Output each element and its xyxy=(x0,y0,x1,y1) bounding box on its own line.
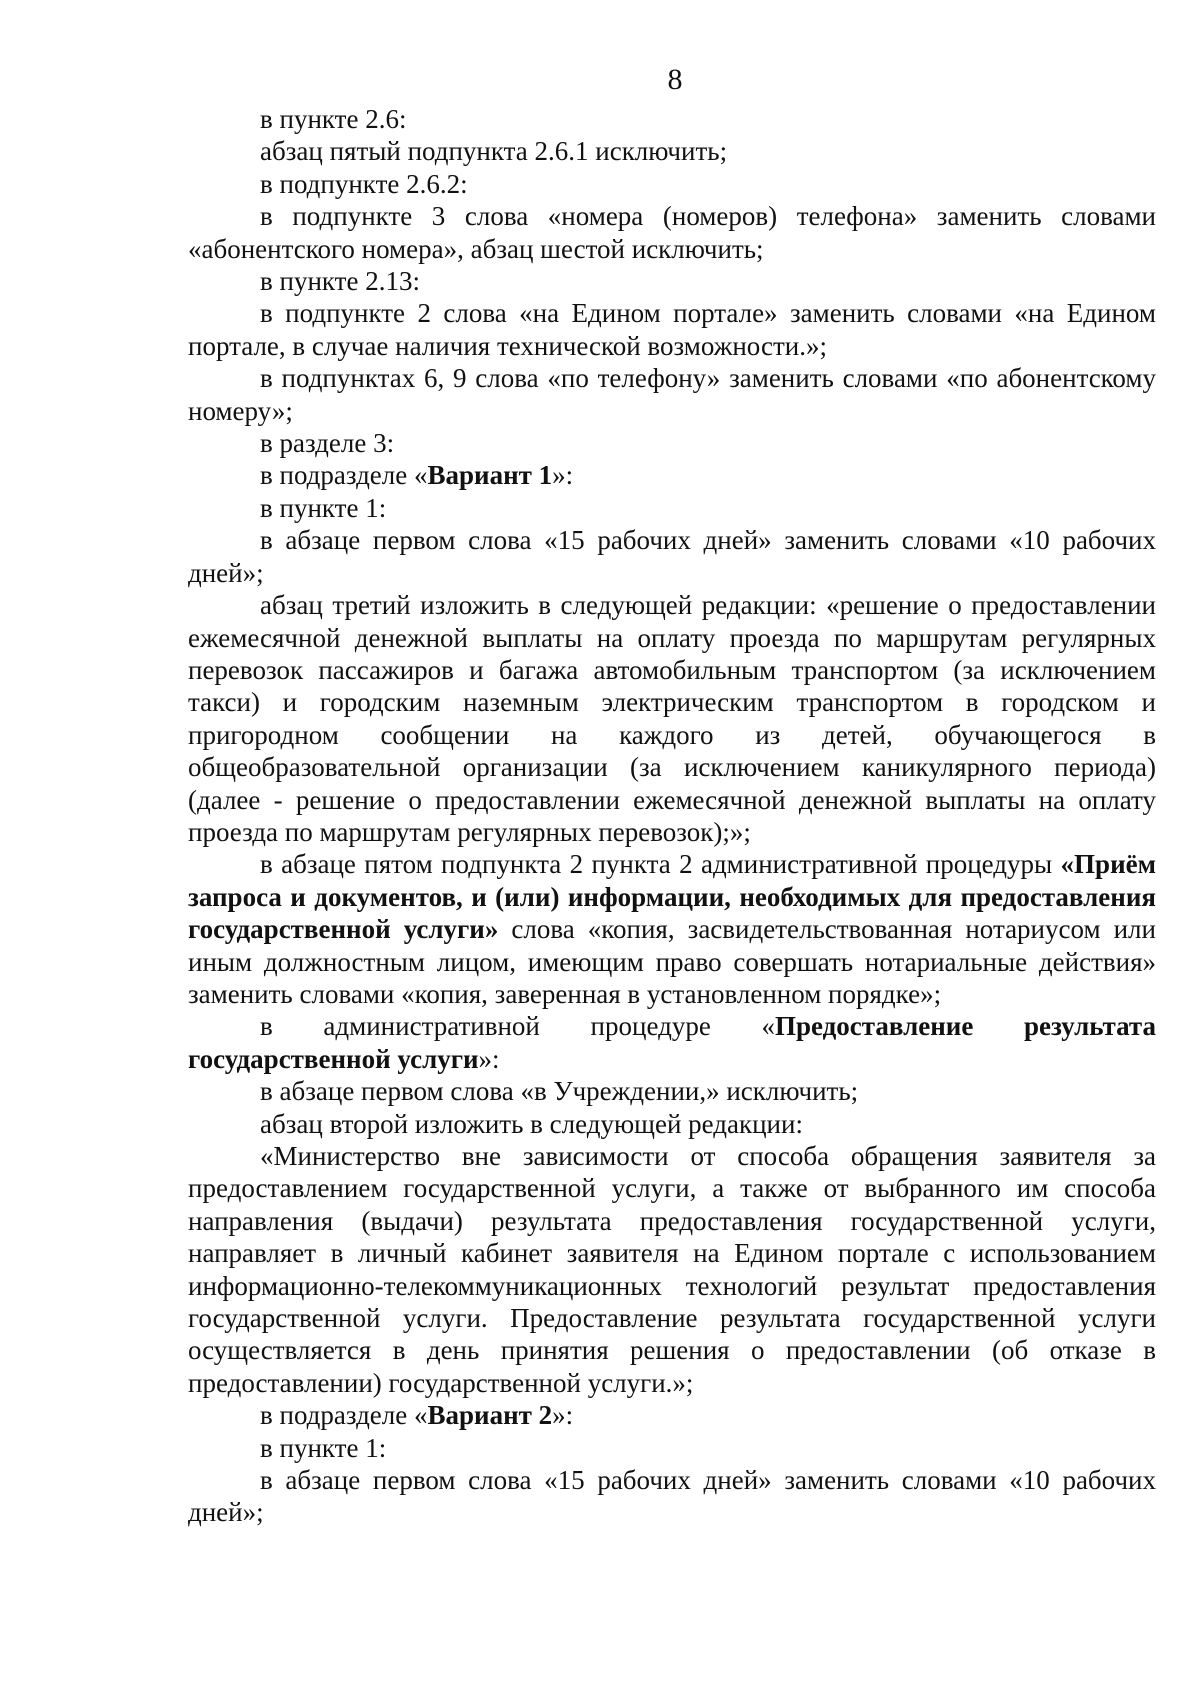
paragraph: в абзаце первом слова «в Учреждении,» исключить; xyxy=(260,1076,859,1107)
paragraph: в пункте 1: xyxy=(260,492,387,523)
text-run: в административной процедуре « xyxy=(260,1011,775,1042)
paragraph: в пункте 1: xyxy=(260,1432,387,1463)
paragraph: «Министерство вне зависимости от способа обращения заявителя за предоставлением государственной услуги, а также от выбранного им способа направления (выдачи) результата предоставления государственной услуги, направляет в личный кабинет заявителя на Едином портале с использованием информационно-телекоммуникационных технологий результат предоставления государственной услуги. Предоставление результата государственной услуги осуществляется в день принятия решения о предоставлении (об отказе в предоставлении) государственной услуги.»; xyxy=(188,1141,1156,1398)
paragraph: в абзаце первом слова «15 рабочих дней» заменить словами «10 рабочих дней»; xyxy=(188,525,1156,588)
paragraph: абзац пятый подпункта 2.6.1 исключить; xyxy=(260,136,728,167)
paragraph: в пункте 2.6: xyxy=(260,104,407,134)
paragraph: в разделе 3: xyxy=(260,428,395,459)
paragraph: абзац второй изложить в следующей редакции: xyxy=(260,1108,803,1139)
procedure-title: Предоставление результата государственной услуги xyxy=(188,1011,1156,1074)
paragraph: в пункте 2.13: xyxy=(260,266,420,297)
page-number: 8 xyxy=(667,63,683,96)
paragraph xyxy=(188,1010,1156,1075)
subsection-title: Вариант 2 xyxy=(427,1400,553,1431)
text-run: »: xyxy=(552,460,574,491)
text-run: в абзаце пятом подпункта 2 пункта 2 административной процедуры xyxy=(260,849,1061,880)
paragraph xyxy=(188,1399,1156,1431)
paragraph: абзац третий изложить в следующей редакции: «решение о предоставлении ежемесячной денежной выплаты на оплату проезда по маршрутам регулярных перевозок пассажиров и багажа автомобильным транспортом (за исключением такси) и городским наземным электрическим транспортом в городском и пригородном сообщении на каждого из детей, обучающегося в общеобразовательной организации (за исключением каникулярного периода) (далее - решение о предоставлении ежемесячной денежной выплаты на оплату проезда по маршрутам регулярных перевозок);»; xyxy=(188,590,1156,847)
paragraph: в подпункте 2 слова «на Едином портале» заменить словами «на Едином портале, в случае наличия технической возможности.»; xyxy=(188,298,1156,361)
paragraph: в подпункте 2.6.2: xyxy=(260,168,468,199)
text-run: »: xyxy=(552,1400,574,1431)
paragraph: в подпунктах 6, 9 слова «по телефону» заменить словами «по абонентскому номеру»; xyxy=(188,363,1156,426)
text-run: в подразделе « xyxy=(260,460,428,491)
text-run: »: xyxy=(478,1043,500,1074)
procedure-title: «Приём запроса и документов, и (или) информации, необходимых для предоставления государственной услуги» xyxy=(188,849,1156,945)
paragraph xyxy=(188,459,1156,491)
paragraph: в абзаце первом слова «15 рабочих дней» заменить словами «10 рабочих дней»; xyxy=(188,1465,1156,1528)
subsection-title: Вариант 1 xyxy=(427,460,553,491)
paragraph: в подпункте 3 слова «номера (номеров) телефона» заменить словами «абонентского номера», абзац шестой исключить; xyxy=(188,201,1156,264)
text-run: в подразделе « xyxy=(260,1400,428,1431)
text-run: слова «копия, засвидетельствованная нотариусом или иным должностным лицом, имеющим право совершать нотариальные действия» заменить словами «копия, заверенная в установленном порядке»; xyxy=(188,914,1156,1009)
document-body xyxy=(188,103,1156,1529)
paragraph xyxy=(188,848,1156,1010)
